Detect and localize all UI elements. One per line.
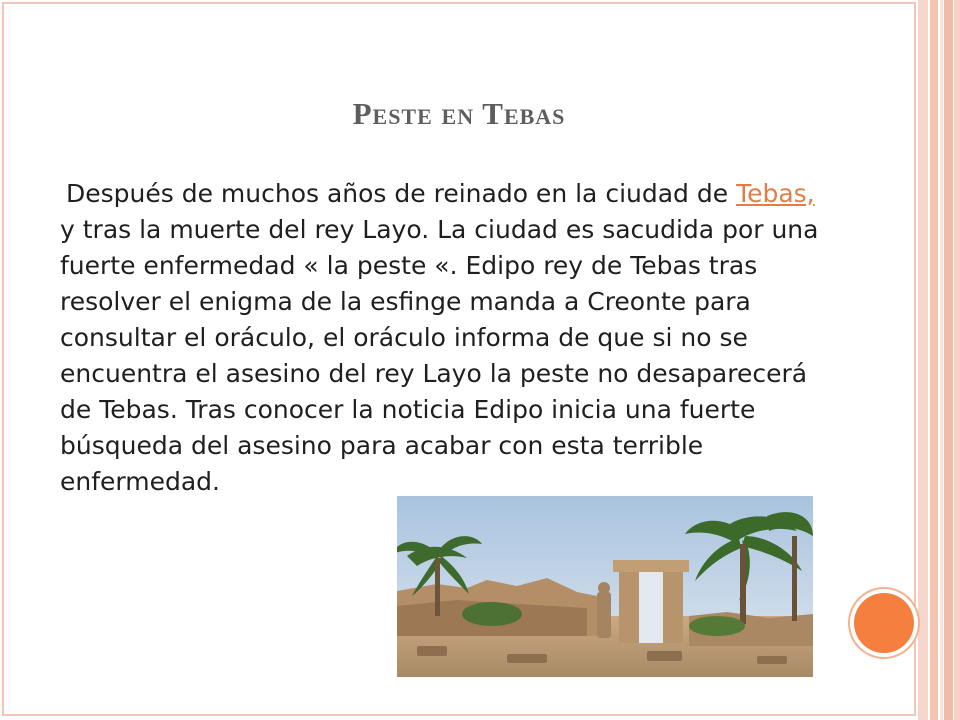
- decorative-bar: [930, 0, 938, 720]
- temple-ruins-photo: [397, 496, 813, 677]
- slide-title: Peste en Tebas: [352, 96, 566, 131]
- body-text-start: Después de muchos años de reinado en la ciudad de: [66, 179, 729, 208]
- decorative-bar: [918, 0, 928, 720]
- decorative-bar: [944, 0, 953, 720]
- slide-body-text: [60, 176, 830, 500]
- accent-circle: [854, 593, 914, 653]
- decorative-bar: [940, 0, 943, 720]
- body-text-rest: y tras la muerte del rey Layo. La ciudad es sacudida por una fuerte enfermedad « la peste «. Edipo rey de Tebas tras resolver el enigma de la esfinge manda a Creonte para consultar el oráculo, el oráculo informa de que si no se encuentra el asesino del rey Layo la peste no desaparecerá de Tebas. Tras conocer la noticia Edipo inicia una fuerte búsqueda del asesino para acabar con esta terrible enfermedad.: [60, 215, 819, 496]
- decorative-bar: [954, 0, 960, 720]
- tebas-link[interactable]: Tebas,: [736, 179, 815, 208]
